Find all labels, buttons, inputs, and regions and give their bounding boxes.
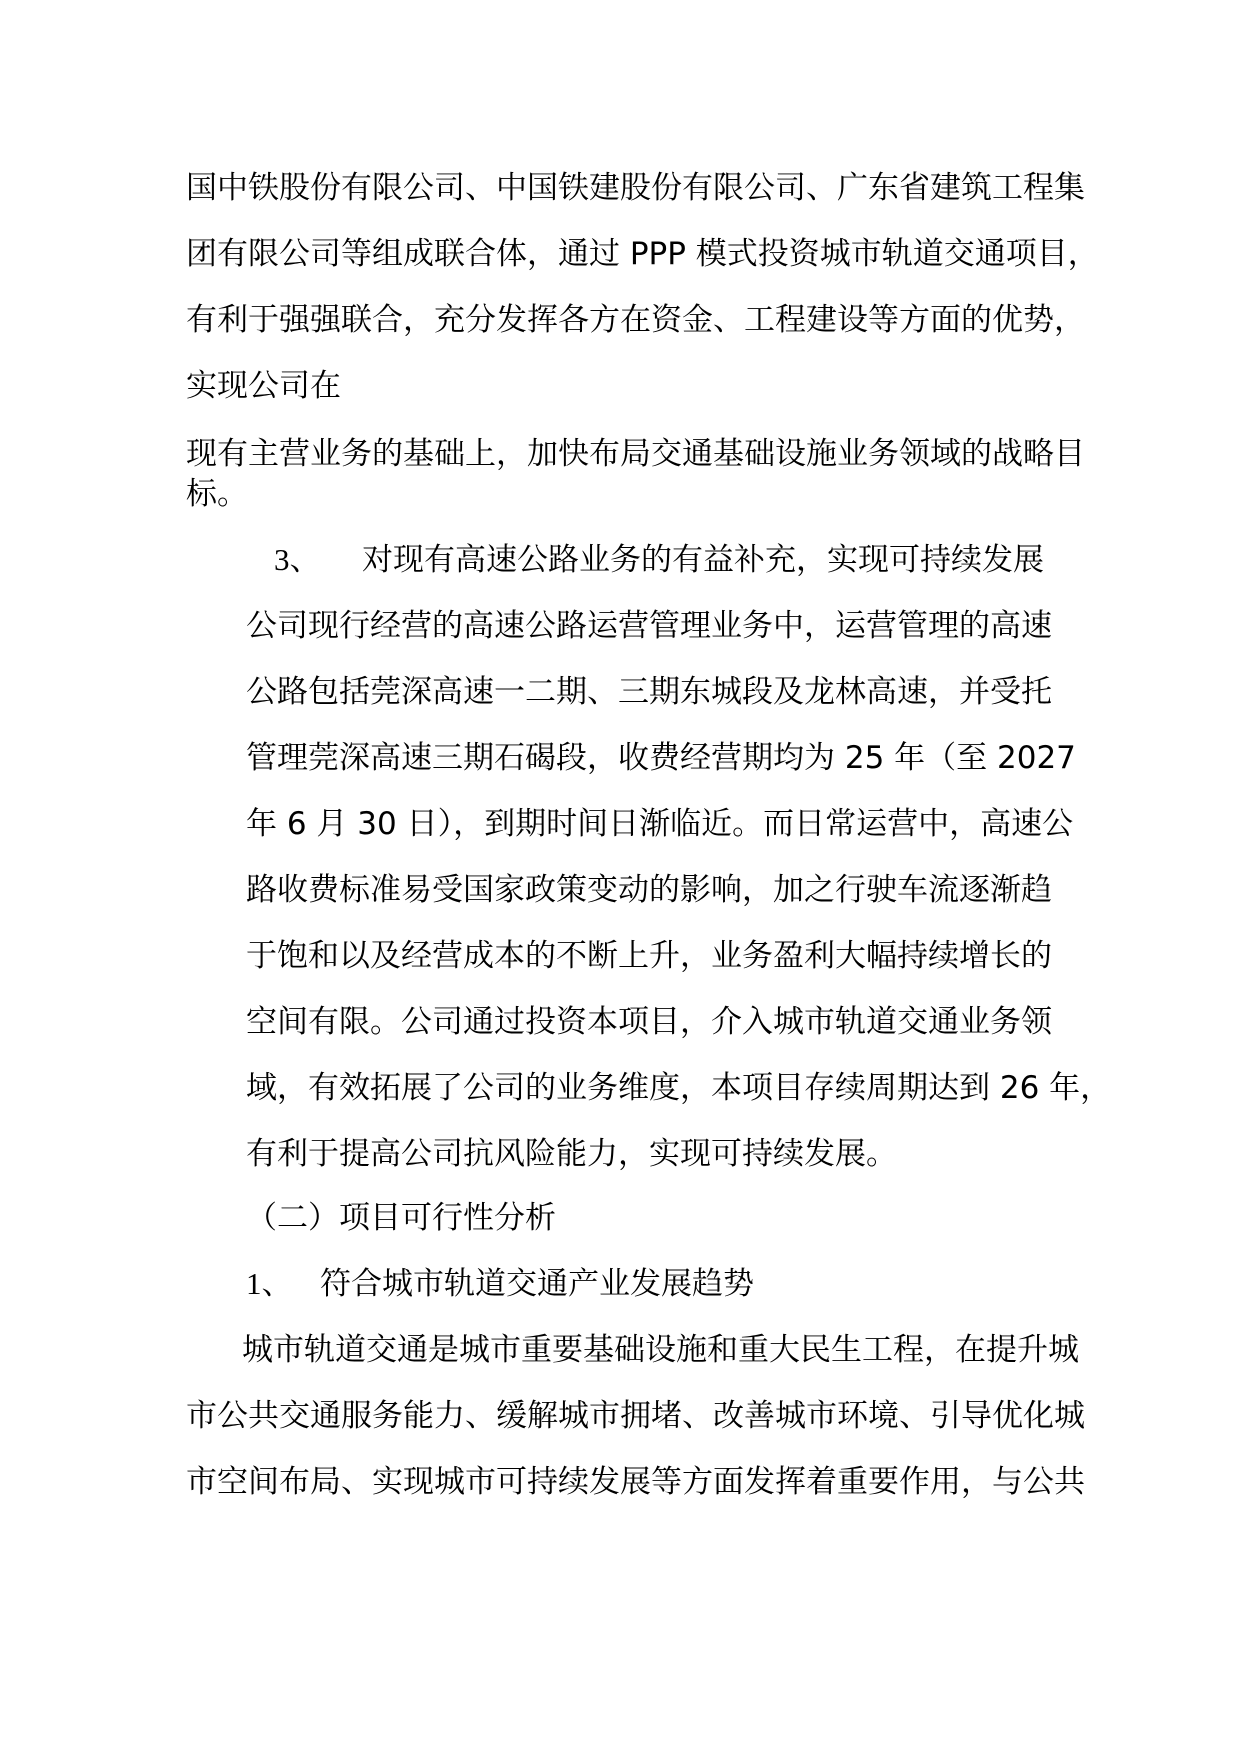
paragraph-line: 团有限公司等组成联合体，通过 PPP 模式投资城市轨道交通项目，	[186, 236, 1099, 272]
paragraph-line: 空间有限。公司通过投资本项目，介入城市轨道交通业务领	[246, 1004, 1052, 1040]
paragraph-line: 有利于提高公司抗风险能力，实现可持续发展。	[246, 1136, 897, 1172]
paragraph-line: 城市轨道交通是城市重要基础设施和重大民生工程，在提升城	[242, 1332, 1079, 1368]
paragraph-line: 路收费标准易受国家政策变动的影响，加之行驶车流逐渐趋	[246, 872, 1052, 908]
paragraph-line: 市公共交通服务能力、缓解城市拥堵、改善城市环境、引导优化城	[186, 1398, 1085, 1434]
section-number: 1、	[246, 1266, 293, 1301]
paragraph-line: 公路包括莞深高速一二期、三期东城段及龙林高速，并受托	[246, 674, 1052, 710]
paragraph-line: 国中铁股份有限公司、中国铁建股份有限公司、广东省建筑工程集	[186, 170, 1085, 206]
section-heading: 符合城市轨道交通产业发展趋势	[320, 1266, 754, 1302]
paragraph-line: 于饱和以及经营成本的不断上升，业务盈利大幅持续增长的	[246, 938, 1052, 974]
paragraph-line: 管理莞深高速三期石碣段，收费经营期均为 25 年（至 2027	[246, 740, 1076, 776]
paragraph-line: 有利于强强联合，充分发挥各方在资金、工程建设等方面的优势，	[186, 302, 1085, 338]
paragraph-line: 标。	[186, 476, 248, 512]
section-number: 3、	[274, 542, 321, 577]
paragraph-line: 年 6 月 30 日），到期时间日渐临近。而日常运营中，高速公	[246, 806, 1074, 842]
paragraph-line: 实现公司在	[186, 368, 341, 404]
section-heading: 对现有高速公路业务的有益补充，实现可持续发展	[362, 542, 1044, 578]
paragraph-line: 市空间布局、实现城市可持续发展等方面发挥着重要作用，与公共	[186, 1464, 1085, 1500]
paragraph-line: 现有主营业务的基础上，加快布局交通基础设施业务领域的战略目	[186, 436, 1085, 472]
paragraph-line: 域，有效拓展了公司的业务维度，本项目存续周期达到 26 年，	[246, 1070, 1112, 1106]
paragraph-line: 公司现行经营的高速公路运营管理业务中，运营管理的高速	[246, 608, 1052, 644]
section-title: （二）项目可行性分析	[246, 1200, 556, 1236]
